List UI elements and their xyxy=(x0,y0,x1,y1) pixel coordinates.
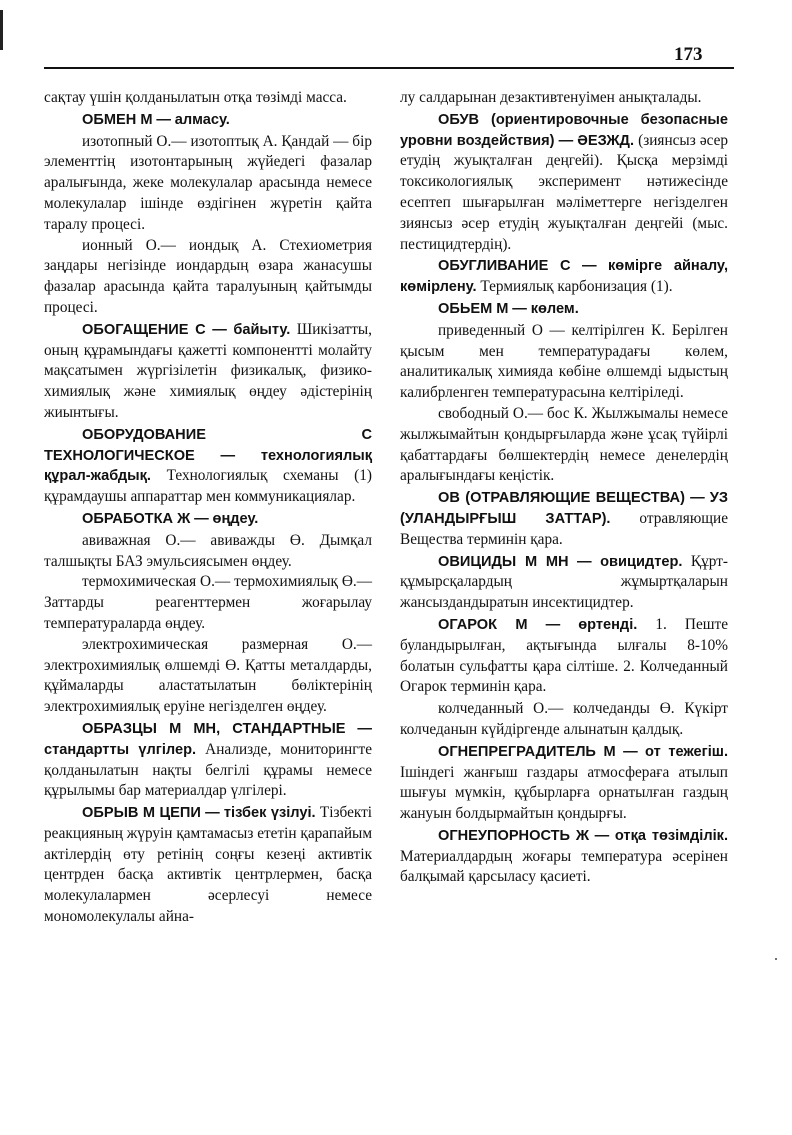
dictionary-entry: ОБОГАЩЕНИЕ С — байыту. Шикізатты, оның құрамындағы қажетті компонентті молайту мақсатымен жүргізілетін физикалық, физико-химиялық және химиялық өңдеу әдістерінің жиынтығы. xyxy=(44,320,372,421)
sub-entry: термохимическая О.— термохимиялық Ө.— Заттарды реагенттермен жоғарылау температураларда өңдеу. xyxy=(44,573,372,632)
dictionary-entry: ОБМЕН М — алмасу. xyxy=(82,111,230,128)
entry-headword: ОБМЕН М xyxy=(82,111,153,128)
entry-translation: алмасу. xyxy=(174,111,230,128)
entry-headword: ОВ (ОТРАВЛЯЮЩИЕ ВЕЩЕСТВА) xyxy=(438,490,685,507)
dictionary-entry: ОБРЫВ М ЦЕПИ — тізбек үзілуі. Тізбекті реакцияның жүруін қамтамасыз ететін қарапайым актілердің өту ретінің соңғы кезеңі активтік центрден басқа активтік центрлермен, басқа молекулалармен әсерлесуі немесе мономолекулалы айна- xyxy=(44,804,373,926)
entry-definition: 1. Пеште буландырылған, ақтығында ылғалы 8-10% болатын сульфатты қара сілтіше. 2. Колчеданный Огарок терминін қара. xyxy=(400,615,728,696)
dictionary-entry: ОВ (ОТРАВЛЯЮЩИЕ ВЕЩЕСТВА) — УЗ (УЛАНДЫРҒЫШ ЗАТТАР). отравляющие Вещества терминін қара. xyxy=(400,490,729,548)
entry-definition: Анализде, мониторингте қолданылатын нақты белгілі құрамы немесе құрылымы бар материалдар үлгілері. xyxy=(44,740,372,800)
entry-translation: өртенді. xyxy=(578,616,638,633)
sub-entry: приведенный О — келтірілген К. Берілген қысым мен температурадағы көлем, аналитикалық химияда көбіне өлшемді ыдыстың калибрленген температурасына келтіріледі. xyxy=(400,321,728,402)
entry-headword: ОБУГЛИВАНИЕ С xyxy=(438,258,571,275)
entry-definition: Материалдардың жоғары температура әсерінен балқымай қарсыласу қасиеті. xyxy=(400,847,728,886)
entry-headword: ОБРЫВ М ЦЕПИ xyxy=(82,805,201,822)
dictionary-entry: ОБРАЗЦЫ М МН, СТАНДАРТНЫЕ — стандартты үлгілер. Анализде, мониторингте қолданылатын нақты белгілі құрамы немесе құрылымы бар материалдар үлгілері. xyxy=(44,720,372,800)
entry-translation: отқа төзімділік. xyxy=(614,827,729,844)
entry-headword: ОГНЕУПОРНОСТЬ Ж xyxy=(438,827,590,844)
entry-definition: Тізбекті реакцияның жүруін қамтамасыз ететін қарапайым актілердің өту ретінің соңғы кезеңі активтік центрден басқа активтік центрлермен, басқа молекулалармен әсерлесуі немесе мономолекулалы айна- xyxy=(44,804,373,926)
entry-translation: технологиялық құрал-жабдық. xyxy=(44,447,373,485)
entry-translation: УЗ (УЛАНДЫРҒЫШ ЗАТТАР). xyxy=(400,490,729,527)
sub-entry: изотопный О.— изотоптық А. Қандай — бір элементтің изотонтарының жүйедегі фазалар аралығында, жеке молекулалар арасында немесе молекулалар ішінде өздігінен жүретін қайта таралу процесі. xyxy=(44,132,372,233)
sub-entry: электрохимическая размерная О.— электрохимиялық өлшемді Ө. Қатты металдарды, құймаларды аластатылатын бөліктерінің электрохимиялық еруіне негізделген өңдеу. xyxy=(44,635,372,716)
entry-headword: ОБУВ (ориентировочные безопасные уровни воздействия) xyxy=(400,111,728,149)
scan-speck xyxy=(775,958,777,960)
continuation-text: лу салдарынан дезактивтенуімен анықталады. xyxy=(400,89,702,106)
entry-definition: Технологиялық схеманы (1) құрамдаушы аппараттар мен коммуникациялар. xyxy=(44,467,372,506)
entry-translation: ӘЕЗЖД. xyxy=(577,132,635,149)
dictionary-entry: ОБУВ (ориентировочные безопасные уровни воздействия) — ӘЕЗЖД. (зиянсыз әсер етудің жуықталған деңгейі). Қысқа мерзімді токсикологиялық эксперимент нәтижесінде есептеп шығарылған мәліметтерге негізделген зиянсыз әсер етудің жуықталған деңгейі (мыс. пестицидтердің). xyxy=(400,111,729,253)
page-number: 173 xyxy=(674,44,703,65)
dictionary-entry: ОВИЦИДЫ М МН — овицидтер. Құрт-құмырсқалардың жұмыртқаларын жансыздандыратын инсектицидтер. xyxy=(400,552,728,612)
dictionary-entry: ОГНЕУПОРНОСТЬ Ж — отқа төзімділік. Материалдардың жоғары температура әсерінен балқымай қарсыласу қасиеті. xyxy=(400,827,729,886)
scan-edge-mark xyxy=(0,10,3,50)
entry-headword: ОБЬЕМ М xyxy=(438,300,509,317)
entry-definition: Шикізатты, оның құрамындағы қажетті компонентті молайту мақсатымен жүргізілетін физикалық, физико-химиялық және химиялық өңдеу әдістерінің жиынтығы. xyxy=(44,320,372,421)
entry-headword: ОБРАЗЦЫ М МН, СТАНДАРТНЫЕ xyxy=(82,720,346,737)
entry-definition: отравляющие Вещества терминін қара. xyxy=(400,509,729,548)
header-rule xyxy=(44,67,734,69)
sub-entry: колчеданный О.— колчеданды Ө. Күкірт колчеданын күйдіргенде алынатын қалдық. xyxy=(400,700,728,738)
entry-headword: ОГНЕПРЕГРАДИТЕЛЬ М xyxy=(438,743,616,760)
dictionary-entry: ОБРАБОТКА Ж — өңдеу. xyxy=(82,510,259,527)
dictionary-entry: ОБОРУДОВАНИЕ С ТЕХНОЛОГИЧЕСКОЕ — технологиялық құрал-жабдық. Технологиялық схеманы (1) құрамдаушы аппараттар мен коммуникациялар. xyxy=(44,426,373,506)
entry-headword: ОБРАБОТКА Ж xyxy=(82,510,191,527)
entry-definition: (зиянсыз әсер етудің жуықталған деңгейі). Қысқа мерзімді токсикологиялық эксперимент нәтижесінде есептеп шығарылған мәліметтерге негізделген зиянсыз әсер етудің жуықталған деңгейі (мыс. пестицидтердің). xyxy=(400,131,729,253)
entry-definition: Термиялық карбонизация (1). xyxy=(480,278,673,296)
entry-translation: өңдеу. xyxy=(212,510,259,527)
entry-translation: стандартты үлгілер. xyxy=(44,741,197,758)
entry-translation: от тежегіш. xyxy=(645,743,729,760)
entry-headword: ОБОРУДОВАНИЕ С ТЕХНОЛОГИЧЕСКОЕ xyxy=(44,426,372,464)
right-column xyxy=(400,88,728,888)
dictionary-entry: ОГНЕПРЕГРАДИТЕЛЬ М — от тежегіш. Ішіндегі жанғыш газдары атмосфераға атылып шығуы мүмкін, құбырларға орнатылған газдың жануын болдырмайтын қондырғы. xyxy=(400,743,729,823)
sub-entry: авиважная О.— авиважды Ө. Дымқал талшықты БАЗ эмульсиясымен өңдеу. xyxy=(44,531,372,570)
entry-translation: көлем. xyxy=(530,300,579,317)
entry-definition: Ішіндегі жанғыш газдары атмосфераға атылып шығуы мүмкін, құбырларға орнатылған газдың жануын болдырмайтын қондырғы. xyxy=(400,763,728,823)
entry-translation: овицидтер. xyxy=(600,553,683,570)
dictionary-entry: ОГАРОК М — өртенді. 1. Пеште буландырылған, ақтығында ылғалы 8-10% болатын сульфатты қара сілтіше. 2. Колчеданный Огарок терминін қара. xyxy=(400,615,728,696)
dictionary-entry: ОБУГЛИВАНИЕ С — көмірге айналу, көмірлену. Термиялық карбонизация (1). xyxy=(400,258,728,296)
left-column xyxy=(44,88,372,928)
entry-translation: байыту. xyxy=(233,321,291,338)
entry-headword: ОГАРОК М xyxy=(438,616,528,633)
entry-definition: Құрт-құмырсқалардың жұмыртқаларын жансыздандыратын инсектицидтер. xyxy=(400,552,728,612)
entry-translation: тізбек үзілуі. xyxy=(223,805,316,822)
sub-entry: ионный О.— иондық А. Стехиометрия заңдары негізінде иондардың өзара жанасушы фазалар арасында қайта таралуының қайтымды процесі. xyxy=(44,236,372,316)
entry-headword: ОБОГАЩЕНИЕ С xyxy=(82,321,206,338)
entry-headword: ОВИЦИДЫ М МН xyxy=(438,553,569,570)
entry-translation: көмірге айналу, көмірлену. xyxy=(400,258,728,296)
continuation-text: сақтау үшін қолданылатын отқа төзімді масса. xyxy=(44,89,347,106)
sub-entry: свободный О.— бос К. Жылжымалы немесе жылжымайтын қондырғыларда және ұсақ түйірлі қабаттардағы бөлшектердің немесе денелердің аралығындағы кеңістік. xyxy=(400,404,728,485)
dictionary-entry: ОБЬЕМ М — көлем. xyxy=(438,300,579,317)
